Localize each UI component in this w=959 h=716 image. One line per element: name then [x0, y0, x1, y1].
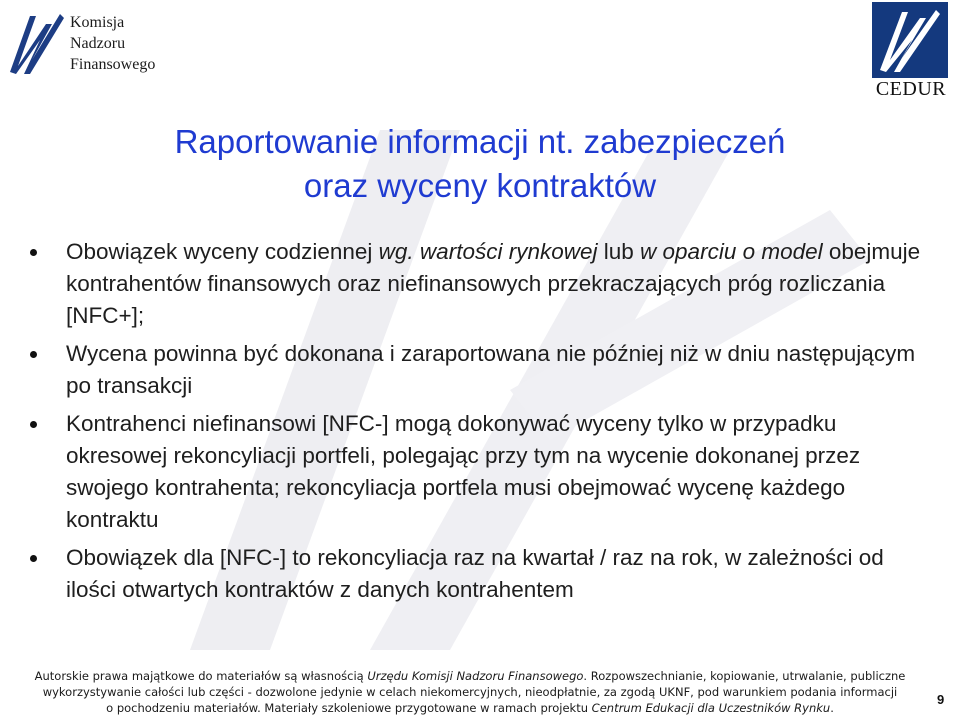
bullet-dot-icon — [30, 555, 37, 562]
bullet-text-italic: w oparciu o model — [640, 239, 823, 264]
footer-line-3 — [20, 700, 920, 716]
bullet-text: Kontrahenci niefinansowi [NFC-] mogą dokonywać wyceny tylko w przypadku okresowej rekoncyliacji portfeli, polegając przy tym na wycenie dokonanej przez swojego kontrahenta; rekoncyliacja portfela musi obejmować wycenę każdego kontraktu — [66, 411, 861, 532]
footer-italic: Urzędu Komisji Nadzoru Finansowego — [367, 669, 584, 683]
bullet-dot-icon — [30, 351, 37, 358]
bullet-dot-icon — [30, 249, 37, 256]
bullet-text — [66, 239, 920, 328]
knf-name-line-3: Finansowego — [70, 56, 156, 73]
page-number: 9 — [937, 692, 945, 707]
footer-text: . Rozpowszechnianie, kopiowanie, utrwalanie, publiczne — [583, 669, 906, 683]
bullet-text: Obowiązek dla [NFC-] to rekoncyliacja raz na kwartał / raz na rok, w zależności od ilości otwartych kontraktów z danych kontrahentem — [66, 545, 884, 602]
slide-title-line-2: oraz wyceny kontraktów — [303, 167, 657, 204]
knf-name-line-1: Komisja — [70, 14, 125, 31]
copyright-footer — [20, 668, 920, 716]
bullet-list — [28, 236, 928, 606]
knf-logo — [6, 8, 181, 80]
bullet-item — [28, 408, 928, 536]
footer-line-2: wykorzystywanie całości lub części - dozwolone jedynie w celach niekomercyjnych, nieodpłatnie, za zgodą UKNF, pod warunkiem podania informacji — [42, 685, 898, 699]
bullet-text-part: lub — [597, 239, 641, 264]
bullet-text-italic: wg. wartości rynkowej — [378, 239, 598, 264]
slide-title — [80, 120, 880, 208]
bullet-item — [28, 236, 928, 332]
bullet-text-part: Obowiązek wyceny codziennej — [66, 239, 379, 264]
footer-line-1 — [20, 668, 920, 684]
knf-emblem-icon — [6, 10, 66, 76]
bullet-text-part: obejmuje kontrahentów finansowych oraz niefinansowych przekraczających próg rozliczania [NFC+]; — [66, 239, 921, 328]
cedur-logo — [866, 2, 956, 98]
footer-italic: Centrum Edukacji dla Uczestników Rynku — [591, 701, 831, 715]
footer-text: Autorskie prawa majątkowe do materiałów są własnością — [34, 669, 368, 683]
cedur-name: CEDUR — [875, 78, 947, 100]
footer-text: o pochodzeniu materiałów. Materiały szkoleniowe przygotowane w ramach projektu — [106, 701, 592, 715]
footer-text: . — [830, 701, 834, 715]
bullet-dot-icon — [30, 421, 37, 428]
bullet-item — [28, 338, 928, 402]
knf-name-line-2: Nadzoru — [70, 35, 126, 52]
cedur-emblem-icon — [872, 2, 948, 78]
bullet-item — [28, 542, 928, 606]
slide-title-line-1: Raportowanie informacji nt. zabezpieczeń — [174, 123, 786, 160]
bullet-text: Wycena powinna być dokonana i zaraportowana nie później niż w dniu następującym po transakcji — [66, 341, 916, 398]
